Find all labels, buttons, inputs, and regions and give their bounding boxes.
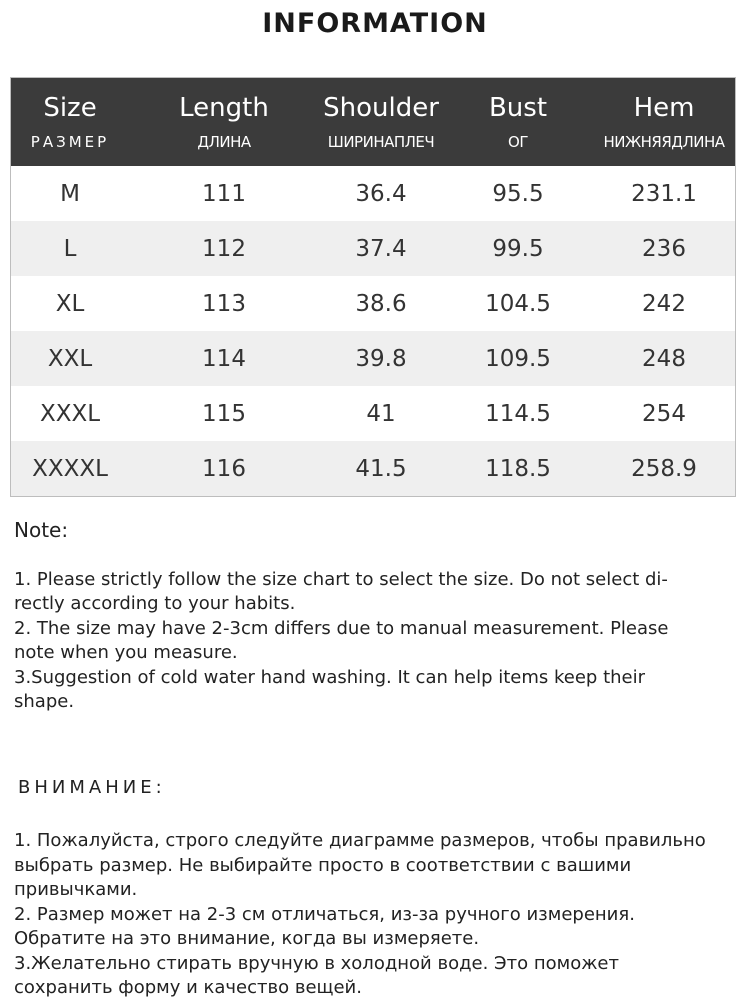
cell-length: 112 (202, 235, 246, 262)
header-bust-en: Bust (488, 93, 548, 123)
cell-bust: 104.5 (485, 290, 551, 317)
cell-size: L (63, 235, 77, 262)
header-shoulder (319, 78, 443, 166)
cell-length: 111 (202, 180, 246, 207)
cell-hem: 248 (642, 345, 686, 372)
cell-bust: 95.5 (492, 180, 544, 207)
header-length-ru: ДЛИНА (197, 133, 251, 151)
cell-bust: 114.5 (485, 400, 551, 427)
cell-size: XXXXL (32, 455, 108, 482)
header-length (129, 78, 319, 166)
note-title: Note: (14, 518, 69, 542)
cell-hem: 236 (642, 235, 686, 262)
ru-note-line: сохранить форму и качество вещей. (14, 977, 362, 998)
cell-shoulder: 39.8 (355, 345, 407, 372)
header-size (11, 78, 129, 166)
cell-hem: 231.1 (631, 180, 697, 207)
note-line: note when you measure. (14, 642, 238, 663)
size-chart-table (10, 77, 736, 497)
cell-shoulder: 41.5 (355, 455, 407, 482)
ru-note-line: 2. Размер может на 2-3 см отличаться, из-за ручного измерения. (14, 903, 635, 925)
table-body (11, 166, 735, 496)
cell-bust: 109.5 (485, 345, 551, 372)
cell-size: XXL (47, 345, 93, 372)
page-title: INFORMATION (262, 8, 488, 39)
table-header (11, 78, 735, 166)
header-shoulder-ru: ШИРИНАПЛЕЧ (327, 133, 435, 151)
cell-length: 115 (202, 400, 246, 427)
ru-note-line: привычками. (14, 879, 138, 900)
cell-shoulder: 38.6 (355, 290, 407, 317)
cell-shoulder: 36.4 (355, 180, 407, 207)
cell-length: 114 (202, 345, 246, 372)
ru-note-line: 3.Желательно стирать вручную в холодной воде. Это поможет (14, 952, 619, 974)
cell-length: 113 (202, 290, 246, 317)
header-hem (593, 78, 735, 166)
header-shoulder-en: Shoulder (323, 93, 439, 123)
table-row (11, 221, 735, 276)
cell-hem: 258.9 (631, 455, 697, 482)
header-hem-en: Hem (633, 93, 695, 123)
cell-size: XL (55, 290, 85, 317)
cell-size: XXXL (39, 400, 101, 427)
header-bust (443, 78, 593, 166)
table-row (11, 166, 735, 221)
header-size-en: Size (43, 93, 97, 123)
cell-size: M (60, 180, 80, 207)
notes-section (14, 518, 734, 1001)
table-row (11, 441, 735, 496)
ru-note-line: выбрать размер. Не выбирайте просто в соответствии с вашими (14, 854, 632, 876)
ru-note-line: 1. Пожалуйста, строго следуйте диаграмме размеров, чтобы правильно (14, 830, 706, 851)
table-row (11, 276, 735, 331)
cell-bust: 118.5 (485, 455, 551, 482)
header-bust-ru: ОГ (508, 133, 528, 151)
cell-length: 116 (202, 455, 246, 482)
cell-hem: 242 (642, 290, 686, 317)
note-line: shape. (14, 691, 75, 712)
cell-shoulder: 41 (366, 400, 396, 427)
table-row (11, 386, 735, 441)
header-length-en: Length (179, 93, 269, 123)
cell-hem: 254 (642, 400, 686, 427)
note-line: 2. The size may have 2-3cm differs due to manual measurement. Please (14, 617, 669, 639)
note-line: 3.Suggestion of cold water hand washing. It can help items keep their (14, 666, 646, 688)
note-line: rectly according to your habits. (14, 593, 296, 614)
ru-note-line: Обратите на это внимание, когда вы измеряете. (14, 928, 480, 949)
note-line: 1. Please strictly follow the size chart to select the size. Do not select di- (14, 568, 668, 590)
table-row (11, 331, 735, 386)
cell-bust: 99.5 (492, 235, 544, 262)
ru-note-title: ВНИМАНИЕ: (18, 776, 166, 798)
header-hem-ru: НИЖНЯЯДЛИНА (603, 133, 725, 151)
header-size-ru: РАЗМЕР (30, 133, 110, 151)
cell-shoulder: 37.4 (355, 235, 407, 262)
